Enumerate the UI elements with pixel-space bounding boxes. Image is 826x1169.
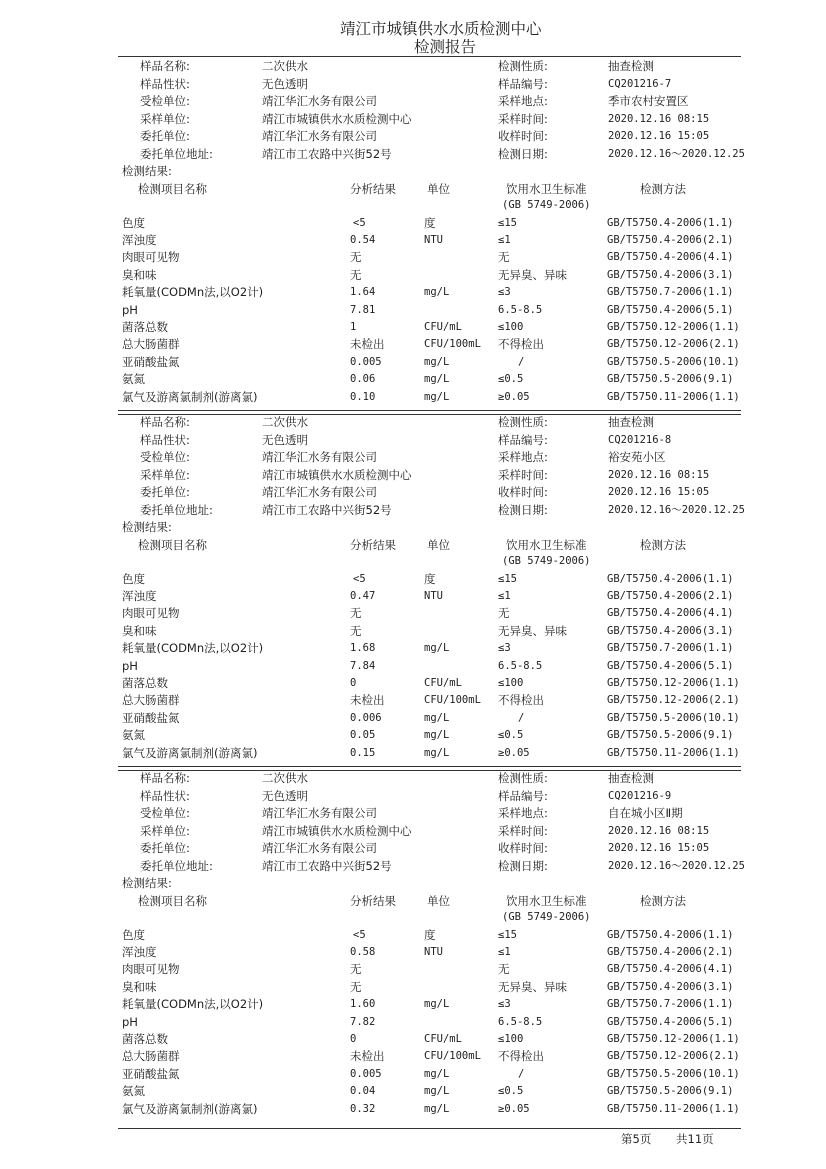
info-label: 收样时间: [498, 841, 548, 855]
table-row-result: 0.10 [350, 390, 376, 403]
table-row-item: 氯气及游离氯制剂(游离氯) [122, 1101, 258, 1116]
table-row-result: 0 [350, 1032, 357, 1045]
table-row-result: 无 [350, 250, 362, 265]
table-row-method: GB/T5750.5-2006(10.1) [607, 355, 740, 368]
table-row-item: 浑浊度 [122, 588, 157, 603]
table-row-result: 0 [350, 676, 357, 689]
info-value: 靖江市工农路中兴街52号 [262, 146, 392, 161]
table-row-method: GB/T5750.5-2006(10.1) [607, 1067, 740, 1080]
table-row-method: GB/T5750.4-2006(1.1) [607, 216, 734, 229]
table-row-item: 氨氮 [122, 1084, 145, 1099]
report-title: 检测报告 [414, 38, 477, 56]
table-row-standard: ≥0.05 [498, 390, 530, 403]
table-row-item: 色度 [122, 571, 145, 586]
info-value: 抽查检测 [608, 59, 654, 73]
info-value: 2020.12.16～2020.12.25 [608, 859, 745, 872]
table-row-result: 0.06 [350, 373, 376, 386]
table-row-item: 总大肠菌群 [122, 1049, 180, 1064]
column-header-unit: 单位 [427, 537, 450, 552]
table-row-result: 0.32 [350, 1102, 376, 1115]
section-rule [118, 56, 741, 57]
table-row-method: GB/T5750.12-2006(2.1) [607, 694, 740, 707]
info-label: 检测日期: [498, 858, 548, 873]
table-row-standard: ≤3 [498, 286, 511, 299]
table-row-result: 0.04 [350, 1085, 376, 1098]
table-row-standard: 6.5-8.5 [498, 303, 543, 316]
table-row-method: GB/T5750.4-2006(3.1) [607, 624, 734, 637]
table-row-method: GB/T5750.4-2006(5.1) [607, 659, 734, 672]
info-label: 委托单位: [140, 841, 190, 855]
table-row-result: 0.005 [350, 1067, 382, 1080]
info-label: 采样地点: [498, 806, 548, 820]
table-row-method: GB/T5750.5-2006(9.1) [607, 1085, 734, 1098]
table-row-item: 菌落总数 [122, 1031, 168, 1046]
table-row-method: GB/T5750.4-2006(5.1) [607, 1015, 734, 1028]
table-row-unit: mg/L [424, 729, 450, 742]
info-label: 委托单位: [140, 485, 190, 499]
info-value: 2020.12.16 15:05 [608, 842, 710, 854]
table-row-standard: ≤1 [498, 233, 511, 246]
info-value: 二次供水 [262, 415, 308, 429]
table-row-method: GB/T5750.5-2006(9.1) [607, 373, 734, 386]
info-label: 收样时间: [498, 485, 548, 499]
info-label: 采样地点: [498, 94, 548, 108]
table-row-result: 1.68 [350, 642, 376, 655]
info-value: 靖江华汇水务有限公司 [262, 806, 377, 820]
info-label: 采样时间: [498, 111, 548, 126]
table-row-result: 0.05 [350, 729, 376, 742]
table-row-unit: CFU/100mL [424, 338, 481, 351]
info-value: 靖江市城镇供水水质检测中心 [262, 111, 412, 126]
table-row-method: GB/T5750.7-2006(1.1) [607, 642, 734, 655]
table-row-result: 0.006 [350, 711, 382, 724]
table-row-unit: mg/L [424, 373, 450, 386]
column-header-item: 检测项目名称 [138, 537, 207, 552]
column-header-unit: 单位 [427, 893, 450, 908]
table-row-method: GB/T5750.4-2006(4.1) [607, 251, 734, 264]
info-value: 靖江华汇水务有限公司 [262, 450, 377, 464]
table-row-item: 亚硝酸盐氮 [122, 354, 180, 369]
info-label: 检测性质: [498, 59, 548, 73]
table-row-result: 1.64 [350, 286, 376, 299]
info-label: 样品性状: [140, 76, 190, 91]
info-value: 靖江市工农路中兴街52号 [262, 502, 392, 517]
table-row-standard: 不得检出 [498, 337, 544, 352]
info-value: 季市农村安置区 [608, 94, 689, 108]
info-label: 样品性状: [140, 432, 190, 447]
table-row-method: GB/T5750.12-2006(2.1) [607, 1050, 740, 1063]
table-row-item: pH [122, 658, 138, 673]
table-row-result: <5 [353, 572, 366, 585]
info-label: 受检单位: [140, 806, 190, 820]
table-row-result: 无 [350, 623, 362, 638]
table-row-method: GB/T5750.4-2006(5.1) [607, 303, 734, 316]
column-header-method: 检测方法 [640, 537, 686, 552]
info-label: 样品名称: [140, 59, 190, 73]
org-title: 靖江市城镇供水水质检测中心 [340, 20, 542, 38]
table-row-result: 0.47 [350, 589, 376, 602]
table-row-item: 氨氮 [122, 372, 145, 387]
info-value: 2020.12.16 08:15 [608, 824, 710, 837]
table-row-standard: ≤15 [498, 216, 517, 229]
table-row-unit: CFU/100mL [424, 694, 481, 707]
info-label: 检测性质: [498, 415, 548, 429]
table-row-method: GB/T5750.4-2006(1.1) [607, 928, 734, 941]
info-label: 委托单位: [140, 129, 190, 143]
table-row-unit: 度 [424, 927, 436, 942]
info-label: 委托单位地址: [140, 146, 213, 161]
table-row-item: 臭和味 [122, 267, 157, 282]
table-row-standard: ≥0.05 [498, 1102, 530, 1115]
info-label: 样品性状: [140, 788, 190, 803]
table-row-item: 肉眼可见物 [122, 962, 180, 977]
info-value: 无色透明 [262, 432, 308, 447]
table-row-result: 无 [350, 267, 362, 282]
table-row-method: GB/T5750.4-2006(4.1) [607, 607, 734, 620]
table-row-item: 氯气及游离氯制剂(游离氯) [122, 389, 258, 404]
table-row-method: GB/T5750.11-2006(1.1) [607, 746, 740, 759]
table-row-result: 无 [350, 962, 362, 977]
info-label: 样品编号: [498, 432, 548, 447]
table-row-standard: 无 [498, 962, 510, 977]
table-row-method: GB/T5750.11-2006(1.1) [607, 390, 740, 403]
table-row-method: GB/T5750.4-2006(4.1) [607, 963, 734, 976]
table-row-item: 臭和味 [122, 623, 157, 638]
table-row-result: 1 [350, 320, 357, 333]
table-row-result: 1.60 [350, 998, 376, 1011]
table-row-unit: CFU/mL [424, 320, 462, 333]
column-header-method: 检测方法 [640, 181, 686, 196]
info-label: 采样单位: [140, 823, 190, 838]
table-row-method: GB/T5750.4-2006(3.1) [607, 980, 734, 993]
info-label: 样品编号: [498, 788, 548, 803]
table-row-item: 总大肠菌群 [122, 693, 180, 708]
results-label: 检测结果: [122, 520, 172, 534]
column-header-unit: 单位 [427, 181, 450, 196]
table-row-item: 臭和味 [122, 979, 157, 994]
column-header-standard-code: (GB 5749-2006) [502, 554, 591, 567]
table-row-unit: CFU/mL [424, 1032, 462, 1045]
info-label: 委托单位地址: [140, 858, 213, 873]
table-row-result: <5 [353, 216, 366, 229]
info-value: 无色透明 [262, 76, 308, 91]
table-row-method: GB/T5750.12-2006(1.1) [607, 676, 740, 689]
table-row-standard: ≤1 [498, 945, 511, 958]
info-value: 靖江华汇水务有限公司 [262, 485, 377, 499]
info-value: 2020.12.16 08:15 [608, 468, 710, 481]
info-value: 靖江华汇水务有限公司 [262, 129, 377, 143]
info-label: 受检单位: [140, 94, 190, 108]
table-row-result: 0.15 [350, 746, 376, 759]
column-header-method: 检测方法 [640, 893, 686, 908]
table-row-unit: CFU/100mL [424, 1050, 481, 1063]
info-label: 受检单位: [140, 450, 190, 464]
table-row-method: GB/T5750.12-2006(1.1) [607, 320, 740, 333]
table-row-item: 色度 [122, 215, 145, 230]
results-label: 检测结果: [122, 876, 172, 890]
column-header-standard: 饮用水卫生标准 [506, 181, 587, 196]
table-row-standard: 无 [498, 250, 510, 265]
table-row-result: 7.84 [350, 659, 376, 672]
page-number: 第5页 [621, 1132, 652, 1146]
column-header-item: 检测项目名称 [138, 181, 207, 196]
table-row-unit: NTU [424, 233, 443, 246]
info-value: CQ201216-9 [608, 789, 672, 802]
info-value: 2020.12.16 15:05 [608, 486, 710, 498]
info-value: 抽查检测 [608, 771, 654, 785]
table-row-unit: mg/L [424, 642, 450, 655]
table-row-method: GB/T5750.7-2006(1.1) [607, 998, 734, 1011]
table-row-standard: ≤3 [498, 998, 511, 1011]
table-row-standard: / [518, 1067, 525, 1080]
table-row-method: GB/T5750.11-2006(1.1) [607, 1102, 740, 1115]
table-row-standard: ≥0.05 [498, 746, 530, 759]
table-row-method: GB/T5750.4-2006(2.1) [607, 233, 734, 246]
table-row-unit: mg/L [424, 1085, 450, 1098]
table-row-method: GB/T5750.5-2006(9.1) [607, 729, 734, 742]
column-header-standard-code: (GB 5749-2006) [502, 910, 591, 923]
table-row-result: 无 [350, 606, 362, 621]
table-row-unit: mg/L [424, 390, 450, 403]
table-row-method: GB/T5750.4-2006(3.1) [607, 268, 734, 281]
table-row-item: 亚硝酸盐氮 [122, 1066, 180, 1081]
table-row-result: 0.005 [350, 355, 382, 368]
table-row-unit: mg/L [424, 1102, 450, 1115]
info-value: 2020.12.16～2020.12.25 [608, 503, 745, 516]
table-row-method: GB/T5750.12-2006(2.1) [607, 338, 740, 351]
info-value: 无色透明 [262, 788, 308, 803]
table-row-unit: NTU [424, 589, 443, 602]
table-row-item: 肉眼可见物 [122, 606, 180, 621]
table-row-standard: 不得检出 [498, 693, 544, 708]
table-row-result: 7.82 [350, 1015, 376, 1028]
info-label: 采样时间: [498, 823, 548, 838]
info-value: 靖江市城镇供水水质检测中心 [262, 467, 412, 482]
info-value: 靖江华汇水务有限公司 [262, 841, 377, 855]
info-label: 样品名称: [140, 415, 190, 429]
table-row-method: GB/T5750.7-2006(1.1) [607, 286, 734, 299]
table-row-standard: 无 [498, 606, 510, 621]
info-value: CQ201216-7 [608, 77, 672, 90]
table-row-standard: / [518, 711, 525, 724]
table-row-standard: ≤0.5 [498, 1085, 524, 1098]
info-value: CQ201216-8 [608, 433, 672, 446]
info-label: 检测性质: [498, 771, 548, 785]
table-row-unit: mg/L [424, 711, 450, 724]
table-row-method: GB/T5750.4-2006(1.1) [607, 572, 734, 585]
table-row-item: 耗氧量(CODMn法,以O2计) [122, 641, 264, 656]
info-label: 检测日期: [498, 502, 548, 517]
table-row-standard: ≤0.5 [498, 373, 524, 386]
table-row-unit: mg/L [424, 998, 450, 1011]
table-row-result: 无 [350, 979, 362, 994]
table-row-unit: mg/L [424, 1067, 450, 1080]
info-value: 二次供水 [262, 771, 308, 785]
info-value: 靖江华汇水务有限公司 [262, 94, 377, 108]
column-header-result: 分析结果 [350, 181, 396, 196]
table-row-method: GB/T5750.5-2006(10.1) [607, 711, 740, 724]
info-value: 靖江市城镇供水水质检测中心 [262, 823, 412, 838]
table-row-method: GB/T5750.4-2006(2.1) [607, 945, 734, 958]
table-row-unit: CFU/mL [424, 676, 462, 689]
table-row-result: 0.54 [350, 233, 376, 246]
table-row-item: 总大肠菌群 [122, 337, 180, 352]
footer-rule [118, 1128, 741, 1129]
info-label: 检测日期: [498, 146, 548, 161]
column-header-item: 检测项目名称 [138, 893, 207, 908]
table-row-item: 耗氧量(CODMn法,以O2计) [122, 997, 264, 1012]
table-row-standard: 无异臭、异味 [498, 267, 567, 282]
table-row-unit: NTU [424, 945, 443, 958]
table-row-standard: ≤15 [498, 572, 517, 585]
table-row-item: 氯气及游离氯制剂(游离氯) [122, 745, 258, 760]
info-label: 采样时间: [498, 467, 548, 482]
info-label: 收样时间: [498, 129, 548, 143]
table-row-result: <5 [353, 928, 366, 941]
column-header-result: 分析结果 [350, 893, 396, 908]
table-row-standard: / [518, 355, 525, 368]
table-row-item: 亚硝酸盐氮 [122, 710, 180, 725]
info-value: 自在城小区Ⅱ期 [608, 806, 683, 820]
info-value: 裕安苑小区 [608, 450, 666, 464]
table-row-item: 耗氧量(CODMn法,以O2计) [122, 285, 264, 300]
info-value: 抽查检测 [608, 415, 654, 429]
table-row-method: GB/T5750.12-2006(1.1) [607, 1032, 740, 1045]
table-row-unit: mg/L [424, 286, 450, 299]
table-row-standard: ≤100 [498, 320, 524, 333]
info-label: 采样单位: [140, 467, 190, 482]
table-row-item: pH [122, 1014, 138, 1029]
table-row-standard: ≤1 [498, 589, 511, 602]
info-label: 采样地点: [498, 450, 548, 464]
table-row-standard: 6.5-8.5 [498, 1015, 543, 1028]
table-row-item: 浑浊度 [122, 232, 157, 247]
column-header-result: 分析结果 [350, 537, 396, 552]
table-row-item: 色度 [122, 927, 145, 942]
info-value: 2020.12.16 08:15 [608, 112, 710, 125]
table-row-standard: 6.5-8.5 [498, 659, 543, 672]
table-row-item: 肉眼可见物 [122, 250, 180, 265]
info-label: 委托单位地址: [140, 502, 213, 517]
column-header-standard: 饮用水卫生标准 [506, 537, 587, 552]
table-row-result: 未检出 [350, 337, 385, 352]
column-header-standard-code: (GB 5749-2006) [502, 198, 591, 211]
info-value: 2020.12.16～2020.12.25 [608, 147, 745, 160]
table-row-item: 氨氮 [122, 728, 145, 743]
info-label: 采样单位: [140, 111, 190, 126]
table-row-unit: mg/L [424, 746, 450, 759]
info-value: 2020.12.16 15:05 [608, 130, 710, 142]
table-row-item: 浑浊度 [122, 944, 157, 959]
table-row-method: GB/T5750.4-2006(2.1) [607, 589, 734, 602]
page-total: 共11页 [676, 1132, 714, 1146]
table-row-standard: 无异臭、异味 [498, 623, 567, 638]
table-row-unit: 度 [424, 215, 436, 230]
table-row-result: 7.81 [350, 303, 376, 316]
info-value: 靖江市工农路中兴街52号 [262, 858, 392, 873]
table-row-standard: ≤15 [498, 928, 517, 941]
table-row-standard: ≤100 [498, 676, 524, 689]
table-row-standard: ≤100 [498, 1032, 524, 1045]
table-row-item: 菌落总数 [122, 319, 168, 334]
table-row-standard: 不得检出 [498, 1049, 544, 1064]
column-header-standard: 饮用水卫生标准 [506, 893, 587, 908]
table-row-unit: mg/L [424, 355, 450, 368]
table-row-result: 0.58 [350, 945, 376, 958]
info-value: 二次供水 [262, 59, 308, 73]
table-row-standard: ≤3 [498, 642, 511, 655]
results-label: 检测结果: [122, 164, 172, 178]
table-row-result: 未检出 [350, 693, 385, 708]
table-row-unit: 度 [424, 571, 436, 586]
table-row-item: 菌落总数 [122, 675, 168, 690]
table-row-result: 未检出 [350, 1049, 385, 1064]
table-row-item: pH [122, 302, 138, 317]
table-row-standard: 无异臭、异味 [498, 979, 567, 994]
info-label: 样品名称: [140, 771, 190, 785]
info-label: 样品编号: [498, 76, 548, 91]
table-row-standard: ≤0.5 [498, 729, 524, 742]
